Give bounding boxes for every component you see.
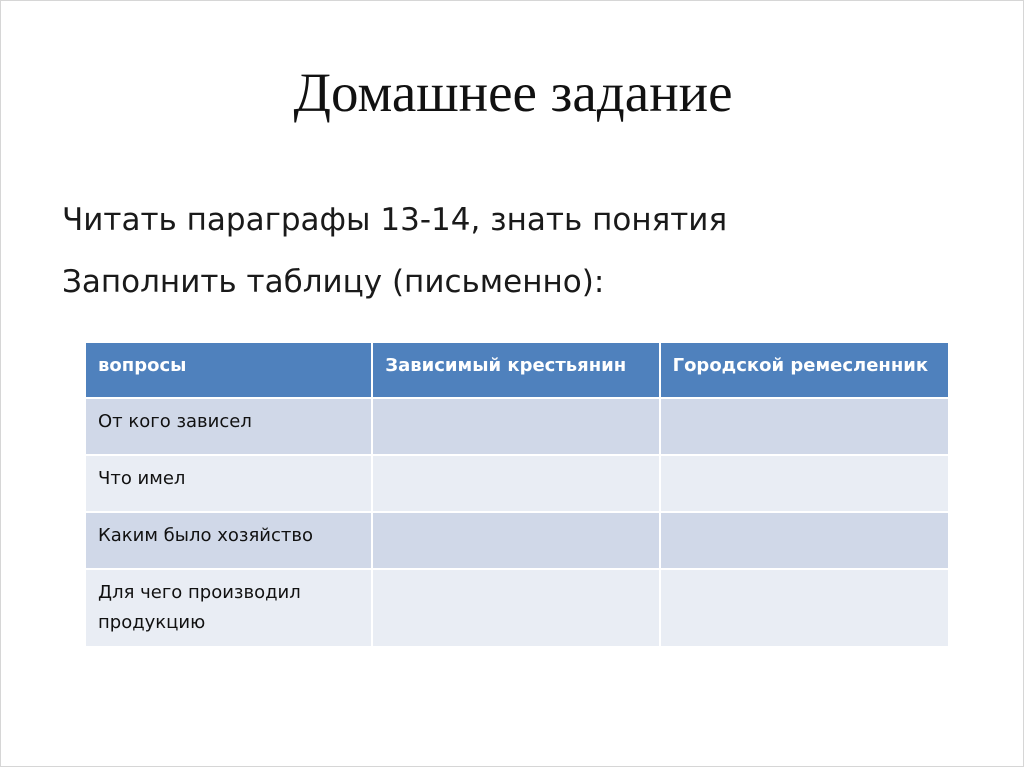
question-cell: Что имел: [85, 455, 372, 512]
peasant-answer-cell: [372, 512, 659, 569]
table-row: [85, 569, 949, 647]
artisan-answer-cell: [660, 455, 949, 512]
table-row: [85, 455, 949, 512]
peasant-answer-cell: [372, 569, 659, 647]
header-questions: вопросы: [85, 342, 372, 398]
slide-title: Домашнее задание: [293, 62, 733, 123]
question-cell: Для чего производил продукцию: [85, 569, 372, 647]
table-row: [85, 398, 949, 455]
body-line-reading: Читать параграфы 13-14, знать понятия: [62, 202, 728, 238]
slide-body: [62, 189, 727, 313]
table-header-row: [85, 342, 949, 398]
artisan-answer-cell: [660, 398, 949, 455]
table-row: [85, 512, 949, 569]
header-dependent-peasant: Зависимый крестьянин: [372, 342, 659, 398]
header-city-artisan: Городской ремесленник: [660, 342, 949, 398]
homework-table: [84, 341, 950, 648]
artisan-answer-cell: [660, 569, 949, 647]
peasant-answer-cell: [372, 455, 659, 512]
question-cell: От кого зависел: [85, 398, 372, 455]
peasant-answer-cell: [372, 398, 659, 455]
body-line-table-task: Заполнить таблицу (письменно):: [62, 264, 605, 300]
artisan-answer-cell: [660, 512, 949, 569]
question-cell: Каким было хозяйство: [85, 512, 372, 569]
